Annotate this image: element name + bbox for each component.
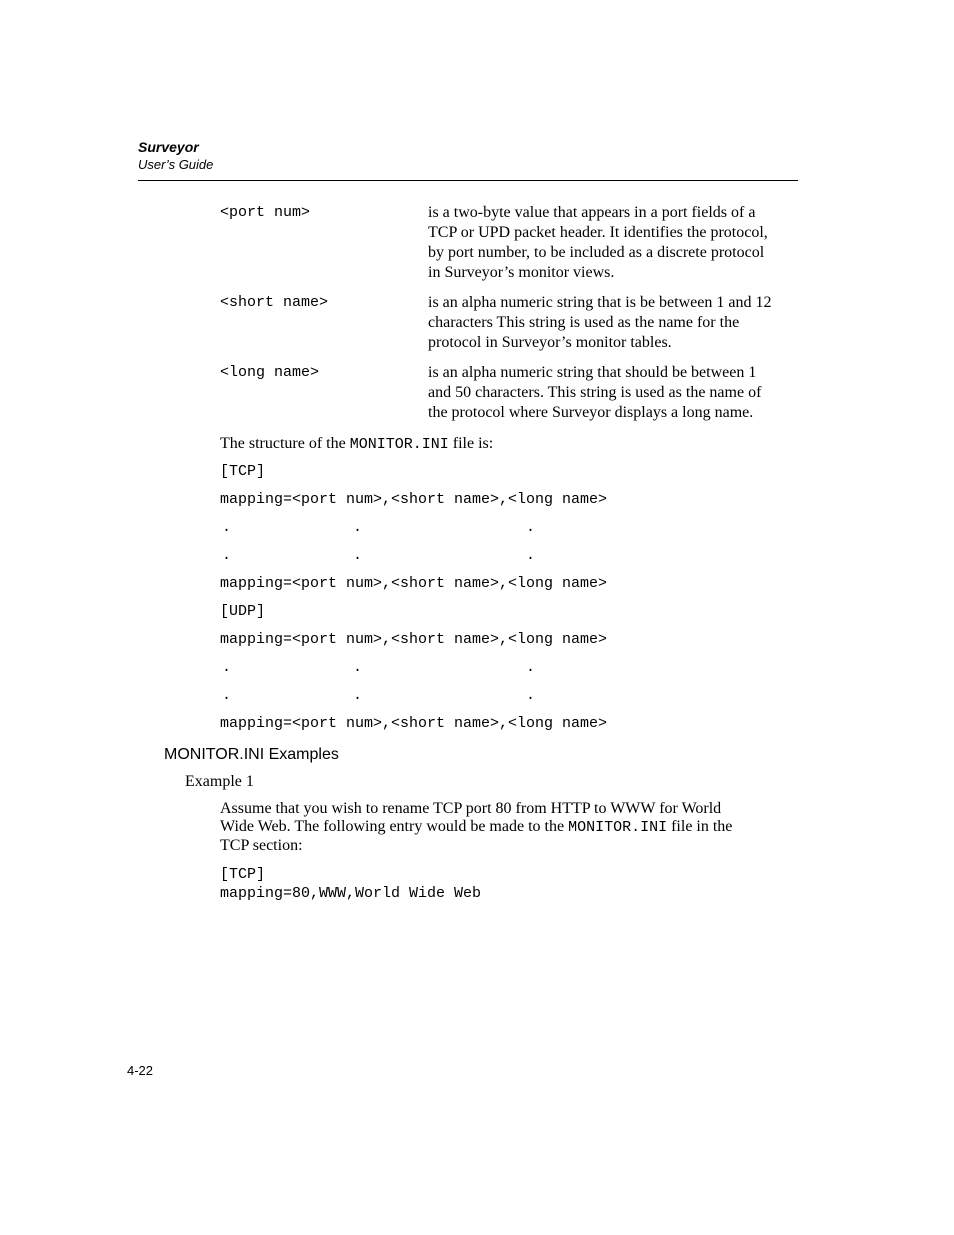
page-number: 4-22: [127, 1063, 154, 1078]
intro-text: file is:: [448, 435, 494, 452]
paragraph-text: file in the: [667, 818, 733, 835]
example-code-mapping: mapping=80,WWW,World Wide Web: [220, 885, 482, 902]
desc-line: is an alpha numeric string that should be between 1: [428, 364, 757, 381]
ellipsis-dot: .: [526, 687, 536, 704]
ellipsis-dot: .: [353, 687, 363, 704]
ellipsis-dot: .: [222, 687, 232, 704]
desc-line: protocol in Surveyor’s monitor tables.: [428, 334, 672, 351]
ellipsis-dot: .: [353, 547, 363, 564]
desc-line: and 50 characters. This string is used as the name of: [428, 384, 762, 401]
desc-line: is an alpha numeric string that is be between 1 and 12: [428, 294, 772, 311]
structure-intro: [220, 434, 493, 454]
paragraph-text: Wide Web. The following entry would be made to the: [220, 818, 569, 835]
desc-line: characters This string is used as the name for the: [428, 314, 740, 331]
param-desc-long-name: [428, 363, 796, 423]
code-section-tcp: [TCP]: [220, 463, 266, 480]
inline-code-filename: MONITOR.INI: [568, 819, 668, 836]
paragraph-line: [220, 818, 800, 837]
param-desc-short-name: [428, 293, 796, 353]
param-term-port-num: <port num>: [220, 204, 311, 221]
code-mapping-line: mapping=<port num>,<short name>,<long name>: [220, 491, 608, 508]
desc-line: by port number, to be included as a discrete protocol: [428, 244, 765, 261]
ellipsis-dot: .: [222, 547, 232, 564]
code-mapping-line: mapping=<port num>,<short name>,<long name>: [220, 715, 608, 732]
desc-line: TCP or UPD packet header. It identifies the protocol,: [428, 224, 768, 241]
paragraph-line: Assume that you wish to rename TCP port 80 from HTTP to WWW for World: [220, 800, 722, 817]
running-header-subtitle: User’s Guide: [138, 157, 214, 172]
desc-line: in Surveyor’s monitor views.: [428, 264, 615, 281]
ellipsis-dot: .: [353, 519, 363, 536]
running-header-title: Surveyor: [138, 139, 199, 155]
paragraph-line: TCP section:: [220, 837, 303, 854]
intro-text: The structure of the: [220, 435, 350, 452]
ellipsis-dot: .: [353, 659, 363, 676]
param-term-short-name: <short name>: [220, 294, 329, 311]
param-term-long-name: <long name>: [220, 364, 320, 381]
ellipsis-dot: .: [526, 547, 536, 564]
ellipsis-dot: .: [526, 519, 536, 536]
inline-code-filename: MONITOR.INI: [349, 436, 449, 453]
ellipsis-dot: .: [526, 659, 536, 676]
code-mapping-line: mapping=<port num>,<short name>,<long name>: [220, 575, 608, 592]
param-desc-port-num: [428, 203, 796, 283]
section-heading: MONITOR.INI Examples: [164, 746, 339, 763]
example-paragraph: [220, 800, 800, 855]
code-mapping-line: mapping=<port num>,<short name>,<long name>: [220, 631, 608, 648]
example-code-section: [TCP]: [220, 866, 266, 883]
example-heading: Example 1: [185, 773, 254, 790]
code-section-udp: [UDP]: [220, 603, 266, 620]
header-rule: [138, 180, 798, 181]
desc-line: the protocol where Surveyor displays a long name.: [428, 404, 754, 421]
ellipsis-dot: .: [222, 519, 232, 536]
desc-line: is a two-byte value that appears in a port fields of a: [428, 204, 756, 221]
ellipsis-dot: .: [222, 659, 232, 676]
